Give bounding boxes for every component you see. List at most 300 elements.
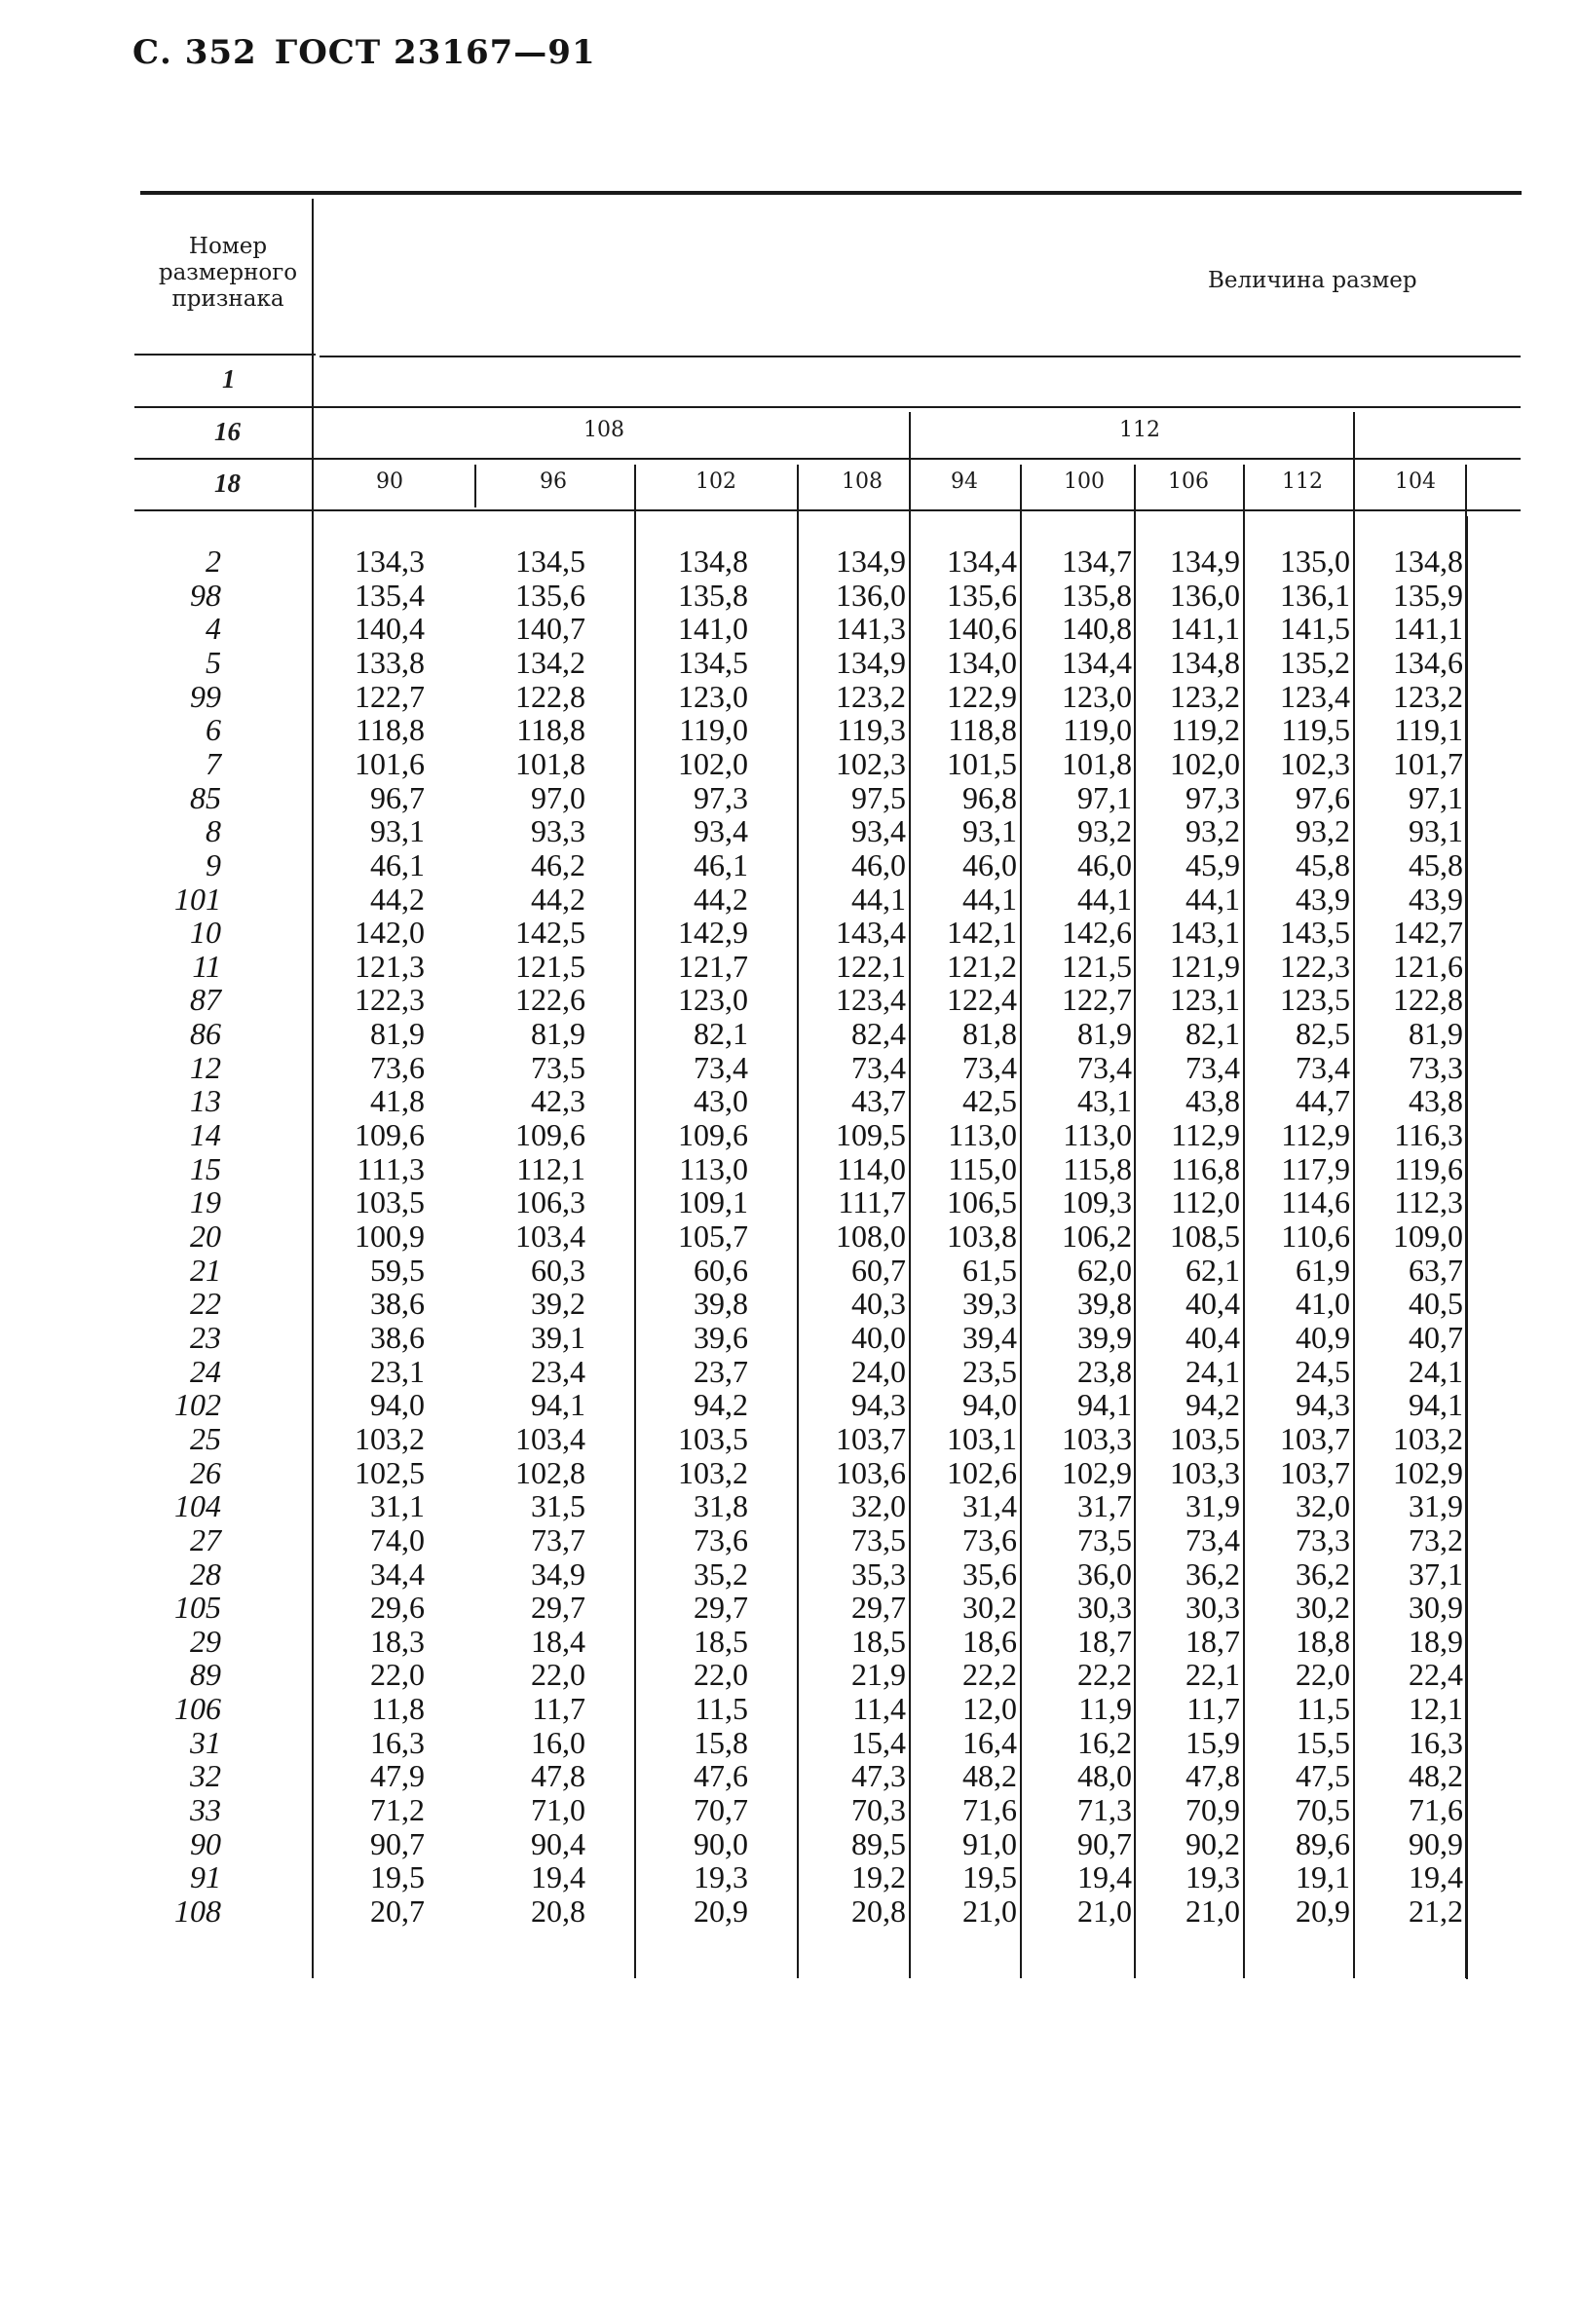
header-divider-1 [134,354,316,356]
table-cell: 30,2 [1296,1590,1350,1626]
table-cell: 71,2 [370,1792,425,1828]
table-cell: 112,0 [1171,1184,1240,1220]
table-cell: 111,3 [357,1150,425,1186]
row-number: 90 [190,1825,221,1861]
table-cell: 21,0 [1077,1893,1132,1929]
table-cell: 70,3 [851,1792,906,1828]
table-cell: 123,0 [1062,678,1132,714]
table-cell: 97,6 [1296,779,1350,815]
table-cell: 71,6 [962,1792,1017,1828]
table-cell: 31,4 [962,1488,1017,1524]
table-cell: 109,3 [1062,1184,1132,1220]
table-cell: 22,0 [370,1657,425,1693]
table-cell: 18,5 [851,1623,906,1659]
row-number: 91 [190,1859,221,1895]
row1-stub: 1 [222,364,236,394]
table-cell: 48,2 [1409,1758,1463,1794]
table-cell: 41,0 [1296,1286,1350,1322]
table-cell: 134,0 [947,644,1017,680]
row-number: 101 [174,881,221,917]
table-cell: 109,6 [355,1117,425,1153]
table-cell: 39,3 [962,1286,1017,1322]
table-cell: 47,9 [370,1758,425,1794]
table-cell: 40,7 [1409,1319,1463,1355]
table-cell: 19,4 [1077,1859,1132,1895]
table-cell: 11,7 [1186,1691,1240,1727]
table-cell: 60,7 [851,1252,906,1288]
table-cell: 45,9 [1185,846,1240,882]
table-cell: 45,8 [1409,846,1463,882]
table-cell: 142,7 [1393,915,1463,951]
row-number: 2 [206,544,221,579]
table-cell: 21,9 [851,1657,906,1693]
table-cell: 46,1 [370,846,425,882]
row-number: 14 [190,1117,221,1153]
row-number: 105 [174,1590,221,1626]
table-cell: 103,2 [678,1454,748,1490]
table-cell: 109,0 [1393,1218,1463,1254]
table-cell: 73,4 [1185,1049,1240,1085]
table-cell: 18,7 [1077,1623,1132,1659]
table-cell: 73,5 [531,1049,585,1085]
table-cell: 47,5 [1296,1758,1350,1794]
table-cell: 16,3 [1409,1724,1463,1760]
table-cell: 134,5 [515,544,585,579]
table-cell: 96,8 [962,779,1017,815]
row-number: 27 [190,1521,221,1557]
table-cell: 122,3 [1280,948,1350,984]
table-cell: 102,9 [1062,1454,1132,1490]
table-cell: 135,8 [1062,577,1132,613]
row-number: 106 [174,1691,221,1727]
table-cell: 30,9 [1409,1590,1463,1626]
standard-title: ГОСТ 23167—91 [274,33,596,72]
row-number: 19 [190,1184,221,1220]
table-cell: 18,5 [694,1623,748,1659]
table-cell: 135,9 [1393,577,1463,613]
table-cell: 90,7 [370,1825,425,1861]
table-cell: 122,7 [1062,982,1132,1018]
row-number: 99 [190,678,221,714]
table-cell: 109,6 [678,1117,748,1153]
table-cell: 134,4 [1062,644,1132,680]
row-number: 5 [206,644,221,680]
table-cell: 19,2 [851,1859,906,1895]
table-cell: 122,1 [836,948,906,984]
table-cell: 31,1 [370,1488,425,1524]
table-cell: 20,9 [1296,1893,1350,1929]
table-cell: 97,3 [694,779,748,815]
table-cell: 81,9 [370,1016,425,1052]
table-cell: 82,4 [851,1016,906,1052]
table-cell: 113,0 [1063,1117,1132,1153]
table-cell: 38,6 [370,1286,425,1322]
row-number: 102 [174,1387,221,1423]
table-cell: 112,9 [1281,1117,1350,1153]
table-cell: 29,6 [370,1590,425,1626]
table-cell: 94,2 [1185,1387,1240,1423]
table-cell: 89,6 [1296,1825,1350,1861]
table-cell: 140,7 [515,611,585,647]
table-cell: 40,4 [1185,1286,1240,1322]
table-cell: 115,0 [948,1150,1017,1186]
table-cell: 121,3 [355,948,425,984]
row-number: 29 [190,1623,221,1659]
table-cell: 103,7 [1280,1420,1350,1456]
data-area-right-rule [1466,516,1468,1979]
table-cell: 44,2 [370,881,425,917]
table-cell: 31,5 [531,1488,585,1524]
table-cell: 23,5 [962,1353,1017,1389]
col-label: 104 [1395,469,1436,494]
table-cell: 24,0 [851,1353,906,1389]
col-divider-1 [474,465,476,507]
table-cell: 119,0 [1063,712,1132,748]
group-divider-2 [1353,412,1355,1978]
table-cell: 96,7 [370,779,425,815]
row-number: 87 [190,982,221,1018]
value-header: Величина размер [1208,268,1417,293]
table-cell: 46,0 [851,846,906,882]
table-cell: 122,8 [515,678,585,714]
table-cell: 142,9 [678,915,748,951]
row-number: 104 [174,1488,221,1524]
table-cell: 112,9 [1171,1117,1240,1153]
table-cell: 15,5 [1296,1724,1350,1760]
table-cell: 47,8 [1185,1758,1240,1794]
table-cell: 19,1 [1296,1859,1350,1895]
table-cell: 11,9 [1078,1691,1132,1727]
table-cell: 71,3 [1077,1792,1132,1828]
col-divider-3 [797,465,799,1978]
table-cell: 100,9 [355,1218,425,1254]
table-cell: 103,3 [1170,1454,1240,1490]
table-cell: 46,1 [694,846,748,882]
table-cell: 39,2 [531,1286,585,1322]
table-cell: 23,1 [370,1353,425,1389]
page-label: С. 352 [132,33,257,72]
table-cell: 106,3 [515,1184,585,1220]
table-cell: 39,8 [1077,1286,1132,1322]
table-cell: 39,8 [694,1286,748,1322]
table-cell: 97,1 [1409,779,1463,815]
table-cell: 101,6 [355,745,425,781]
table-cell: 142,0 [355,915,425,951]
table-cell: 103,8 [947,1218,1017,1254]
table-cell: 123,2 [836,678,906,714]
table-cell: 70,9 [1185,1792,1240,1828]
table-cell: 82,1 [1185,1016,1240,1052]
table-cell: 20,8 [851,1893,906,1929]
row-number: 7 [206,745,221,781]
table-cell: 35,3 [851,1556,906,1592]
table-cell: 141,5 [1280,611,1350,647]
table-cell: 21,0 [1185,1893,1240,1929]
table-cell: 44,2 [694,881,748,917]
table-cell: 93,1 [962,813,1017,849]
table-cell: 81,9 [1409,1016,1463,1052]
row-number: 9 [206,846,221,882]
table-cell: 103,5 [678,1420,748,1456]
table-cell: 31,7 [1077,1488,1132,1524]
table-cell: 134,8 [678,544,748,579]
table-cell: 94,3 [1296,1387,1350,1423]
row-number: 25 [190,1420,221,1456]
table-cell: 113,0 [948,1117,1017,1153]
table-cell: 24,1 [1185,1353,1240,1389]
header-divider-3 [134,458,1521,460]
table-cell: 102,9 [1393,1454,1463,1490]
table-cell: 103,1 [947,1420,1017,1456]
row-number: 86 [190,1016,221,1052]
table-cell: 73,4 [851,1049,906,1085]
table-cell: 61,9 [1296,1252,1350,1288]
table-cell: 81,9 [1077,1016,1132,1052]
group-label-112: 112 [1119,418,1160,442]
table-cell: 134,9 [836,544,906,579]
col-divider-6 [1243,465,1245,1978]
table-cell: 112,3 [1394,1184,1463,1220]
table-cell: 70,5 [1296,1792,1350,1828]
row-number: 8 [206,813,221,849]
table-cell: 73,6 [370,1049,425,1085]
table-cell: 73,4 [1185,1521,1240,1557]
table-cell: 47,3 [851,1758,906,1794]
table-cell: 12,0 [962,1691,1017,1727]
table-cell: 142,6 [1062,915,1132,951]
table-cell: 30,3 [1185,1590,1240,1626]
table-cell: 117,9 [1281,1150,1350,1186]
table-cell: 16,4 [962,1724,1017,1760]
table-cell: 15,8 [694,1724,748,1760]
table-cell: 73,4 [962,1049,1017,1085]
table-cell: 43,7 [851,1083,906,1119]
col-label: 108 [842,469,883,494]
table-cell: 97,5 [851,779,906,815]
table-cell: 15,9 [1185,1724,1240,1760]
table-cell: 39,4 [962,1319,1017,1355]
stub-vertical-rule [312,199,314,1978]
table-cell: 36,0 [1077,1556,1132,1592]
table-cell: 12,1 [1409,1691,1463,1727]
table-cell: 40,4 [1185,1319,1240,1355]
table-cell: 32,0 [851,1488,906,1524]
row-number: 10 [190,915,221,951]
table-cell: 119,2 [1171,712,1240,748]
table-cell: 18,8 [1296,1623,1350,1659]
table-cell: 90,4 [531,1825,585,1861]
table-cell: 20,7 [370,1893,425,1929]
table-cell: 102,3 [836,745,906,781]
table-cell: 43,0 [694,1083,748,1119]
table-cell: 114,0 [837,1150,906,1186]
table-cell: 103,3 [1062,1420,1132,1456]
table-cell: 102,3 [1280,745,1350,781]
table-cell: 143,4 [836,915,906,951]
table-cell: 81,9 [531,1016,585,1052]
table-cell: 140,6 [947,611,1017,647]
table-cell: 36,2 [1185,1556,1240,1592]
table-cell: 106,2 [1062,1218,1132,1254]
table-cell: 103,2 [355,1420,425,1456]
table-cell: 111,7 [838,1184,906,1220]
table-cell: 22,2 [962,1657,1017,1693]
table-cell: 39,1 [531,1319,585,1355]
table-cell: 20,8 [531,1893,585,1929]
row-number: 21 [190,1252,221,1288]
row-number: 23 [190,1319,221,1355]
row-number: 89 [190,1657,221,1693]
table-cell: 44,1 [1077,881,1132,917]
table-cell: 105,7 [678,1218,748,1254]
table-cell: 114,6 [1281,1184,1350,1220]
table-cell: 122,7 [355,678,425,714]
table-cell: 94,0 [962,1387,1017,1423]
col-label: 106 [1168,469,1209,494]
table-cell: 102,0 [1170,745,1240,781]
page-header [132,33,614,72]
table-cell: 19,3 [1185,1859,1240,1895]
row-number: 85 [190,779,221,815]
table-cell: 43,1 [1077,1083,1132,1119]
table-cell: 18,4 [531,1623,585,1659]
table-cell: 90,2 [1185,1825,1240,1861]
table-cell: 94,1 [1409,1387,1463,1423]
table-cell: 73,4 [1296,1049,1350,1085]
table-cell: 73,4 [1077,1049,1132,1085]
table-cell: 102,5 [355,1454,425,1490]
table-cell: 43,9 [1409,881,1463,917]
table-cell: 136,0 [836,577,906,613]
table-cell: 118,8 [948,712,1017,748]
table-cell: 39,6 [694,1319,748,1355]
table-cell: 101,8 [515,745,585,781]
table-cell: 134,3 [355,544,425,579]
table-cell: 134,8 [1170,644,1240,680]
table-cell: 123,4 [1280,678,1350,714]
table-cell: 46,0 [1077,846,1132,882]
table-cell: 59,5 [370,1252,425,1288]
table-cell: 40,3 [851,1286,906,1322]
col-label: 100 [1064,469,1105,494]
table-cell: 141,3 [836,611,906,647]
table-cell: 123,1 [1170,982,1240,1018]
table-cell: 42,3 [531,1083,585,1119]
row18-stub: 18 [214,469,241,498]
table-cell: 22,4 [1409,1657,1463,1693]
table-cell: 18,9 [1409,1623,1463,1659]
table-cell: 48,0 [1077,1758,1132,1794]
table-cell: 121,9 [1170,948,1240,984]
table-cell: 60,6 [694,1252,748,1288]
table-cell: 61,5 [962,1252,1017,1288]
table-cell: 34,9 [531,1556,585,1592]
table-cell: 118,8 [356,712,425,748]
table-cell: 62,1 [1185,1252,1240,1288]
table-cell: 44,1 [1185,881,1240,917]
table-cell: 122,8 [1393,982,1463,1018]
table-cell: 135,6 [947,577,1017,613]
table-cell: 119,0 [679,712,748,748]
table-cell: 113,0 [679,1150,748,1186]
row-number: 4 [206,611,221,647]
table-cell: 73,6 [962,1521,1017,1557]
table-cell: 11,5 [695,1691,748,1727]
table-cell: 94,3 [851,1387,906,1423]
row-number: 26 [190,1454,221,1490]
table-cell: 140,8 [1062,611,1132,647]
table-cell: 19,5 [370,1859,425,1895]
table-cell: 73,5 [1077,1521,1132,1557]
table-cell: 46,2 [531,846,585,882]
table-cell: 44,2 [531,881,585,917]
table-cell: 93,2 [1185,813,1240,849]
table-cell: 36,2 [1296,1556,1350,1592]
table-cell: 35,6 [962,1556,1017,1592]
table-cell: 134,9 [1170,544,1240,579]
table-cell: 133,8 [355,644,425,680]
table-cell: 44,1 [851,881,906,917]
table-cell: 121,5 [1062,948,1132,984]
table-cell: 109,1 [678,1184,748,1220]
table-cell: 70,7 [694,1792,748,1828]
table-cell: 63,7 [1409,1252,1463,1288]
table-cell: 116,8 [1171,1150,1240,1186]
table-cell: 121,5 [515,948,585,984]
table-cell: 135,0 [1280,544,1350,579]
col-divider-5 [1134,465,1136,1978]
table-cell: 94,2 [694,1387,748,1423]
table-cell: 135,4 [355,577,425,613]
table-cell: 73,7 [531,1521,585,1557]
table-cell: 43,8 [1409,1083,1463,1119]
table-cell: 22,1 [1185,1657,1240,1693]
table-cell: 109,6 [515,1117,585,1153]
table-cell: 103,4 [515,1420,585,1456]
table-cell: 71,6 [1409,1792,1463,1828]
table-cell: 119,6 [1394,1150,1463,1186]
table-cell: 42,5 [962,1083,1017,1119]
table-cell: 73,2 [1409,1521,1463,1557]
table-cell: 134,5 [678,644,748,680]
table-cell: 94,0 [370,1387,425,1423]
table-cell: 93,1 [370,813,425,849]
table-cell: 43,8 [1185,1083,1240,1119]
table-cell: 44,1 [962,881,1017,917]
table-cell: 19,3 [694,1859,748,1895]
table-cell: 141,1 [1170,611,1240,647]
table-cell: 41,8 [370,1083,425,1119]
table-cell: 90,0 [694,1825,748,1861]
table-cell: 30,2 [962,1590,1017,1626]
table-cell: 16,2 [1077,1724,1132,1760]
table-cell: 93,1 [1409,813,1463,849]
table-cell: 136,1 [1280,577,1350,613]
table-cell: 82,1 [694,1016,748,1052]
table-cell: 22,2 [1077,1657,1132,1693]
row-number: 32 [190,1758,221,1794]
table-cell: 108,5 [1170,1218,1240,1254]
table-cell: 97,0 [531,779,585,815]
table-cell: 143,1 [1170,915,1240,951]
table-cell: 60,3 [531,1252,585,1288]
row-number: 13 [190,1083,221,1119]
col-label: 94 [951,469,978,494]
table-cell: 15,4 [851,1724,906,1760]
table-cell: 116,3 [1394,1117,1463,1153]
row-number: 22 [190,1286,221,1322]
table-cell: 11,5 [1297,1691,1350,1727]
